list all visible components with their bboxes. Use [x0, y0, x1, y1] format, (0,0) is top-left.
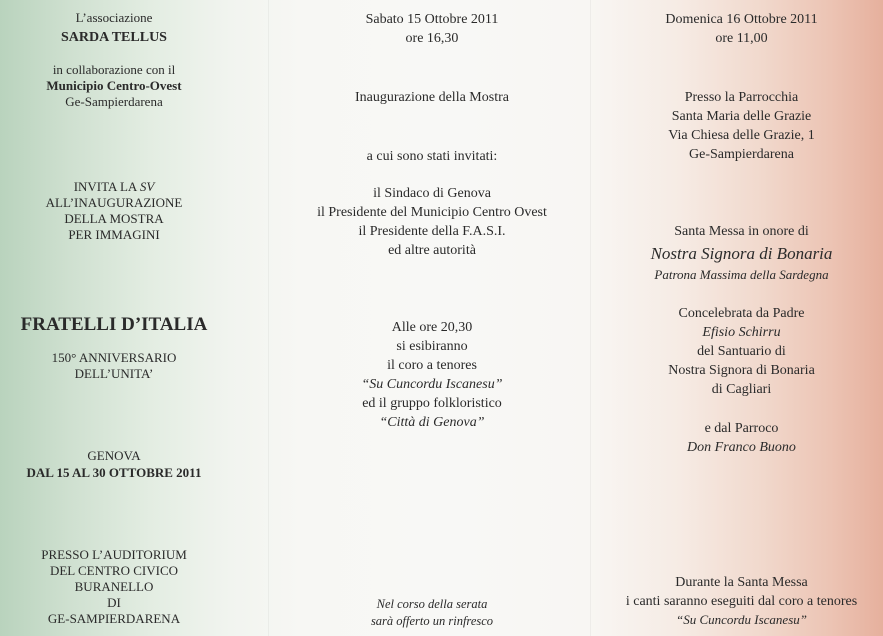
evening-line-5: ed il gruppo folkloristico: [362, 396, 502, 411]
invitation-panel-right: [600, 0, 883, 636]
place-line-1: Presso la Parrocchia: [684, 90, 799, 105]
concelebration-line-4: Nostra Signora di Bonaria: [668, 363, 815, 378]
anniversary-line-1: 150° ANNIVERSARIO: [51, 350, 177, 365]
invitation-panel-center: [272, 0, 592, 636]
evening-line-1: Alle ore 20,30: [391, 320, 473, 335]
parroco-line-2: Don Franco Buono: [687, 440, 796, 455]
evening-line-6: “Città di Genova”: [379, 415, 485, 430]
sunday-date: Domenica 16 Ottobre 2011: [665, 12, 818, 27]
invite-line-3: DELLA MOSTRA: [64, 211, 164, 226]
mass-choir-line-3: “Su Cuncordu Iscanesu”: [676, 612, 807, 627]
fold-line-left: [268, 0, 269, 636]
guest-line-1: il Sindaco di Genova: [373, 186, 491, 201]
mass-choir-line-2: i canti saranno eseguiti dal coro a tenores: [625, 594, 858, 609]
guest-line-2: il Presidente del Municipio Centro Ovest: [317, 205, 547, 220]
anniversary-line-2: DELL’UNITA’: [74, 366, 154, 381]
assoc-name: SARDA TELLUS: [61, 30, 167, 45]
place-line-2: Santa Maria delle Grazie: [671, 109, 812, 124]
invite-line-1: [0, 179, 228, 195]
invite-sv: SV: [139, 179, 155, 194]
invite-line-1-text: INVITA LA: [73, 179, 140, 194]
venue-line-4: DI: [107, 595, 121, 610]
place-line-3: Via Chiesa delle Grazie, 1: [668, 128, 815, 143]
mass-intro: Santa Messa in onore di: [674, 224, 809, 239]
saturday-date: Sabato 15 Ottobre 2011: [365, 12, 499, 27]
parroco-line-1: e dal Parroco: [704, 421, 779, 436]
invitation-panel-left: [0, 0, 228, 636]
venue-line-1: PRESSO L’AUDITORIUM: [41, 547, 187, 562]
invited-intro: a cui sono stati invitati:: [366, 149, 498, 164]
inauguration: Inaugurazione della Mostra: [355, 90, 509, 105]
collab-line-3: Ge-Sampierdarena: [65, 94, 163, 109]
collab-line-1: in collaborazione con il: [52, 62, 176, 77]
sunday-time: ore 11,00: [715, 31, 768, 46]
collab-line-2: Municipio Centro-Ovest: [46, 78, 182, 93]
evening-line-2: si esibiranno: [396, 339, 468, 354]
guest-line-3: il Presidente della F.A.S.I.: [358, 224, 506, 239]
exhibition-dates: DAL 15 AL 30 OTTOBRE 2011: [26, 465, 202, 480]
madonna-title: Nostra Signora di Bonaria: [650, 244, 833, 263]
evening-line-4: “Su Cuncordu Iscanesu”: [361, 377, 503, 392]
venue-line-5: GE-SAMPIERDARENA: [47, 611, 181, 626]
guest-line-4: ed altre autorità: [388, 243, 476, 258]
saturday-time: ore 16,30: [405, 31, 459, 46]
concelebration-line-3: del Santuario di: [697, 344, 786, 359]
venue-line-2: DEL CENTRO CIVICO: [49, 563, 179, 578]
place-line-4: Ge-Sampierdarena: [689, 147, 794, 162]
concelebration-line-1: Concelebrata da Padre: [678, 306, 805, 321]
mass-choir-line-1: Durante la Santa Messa: [675, 575, 808, 590]
city: GENOVA: [87, 448, 141, 463]
refreshment-line-1: Nel corso della serata: [376, 597, 488, 611]
concelebration-line-2: Efisio Schirru: [702, 325, 781, 340]
patrona-line: Patrona Massima della Sardegna: [654, 267, 829, 282]
exhibition-title: FRATELLI D’ITALIA: [20, 314, 208, 335]
invite-line-4: PER IMMAGINI: [68, 227, 160, 242]
assoc-label: L’associazione: [75, 10, 153, 25]
venue-line-3: BURANELLO: [74, 579, 154, 594]
concelebration-line-5: di Cagliari: [711, 382, 772, 397]
invite-line-2: ALL’INAUGURAZIONE: [45, 195, 183, 210]
evening-line-3: il coro a tenores: [387, 358, 477, 373]
refreshment-line-2: sarà offerto un rinfresco: [370, 614, 494, 628]
